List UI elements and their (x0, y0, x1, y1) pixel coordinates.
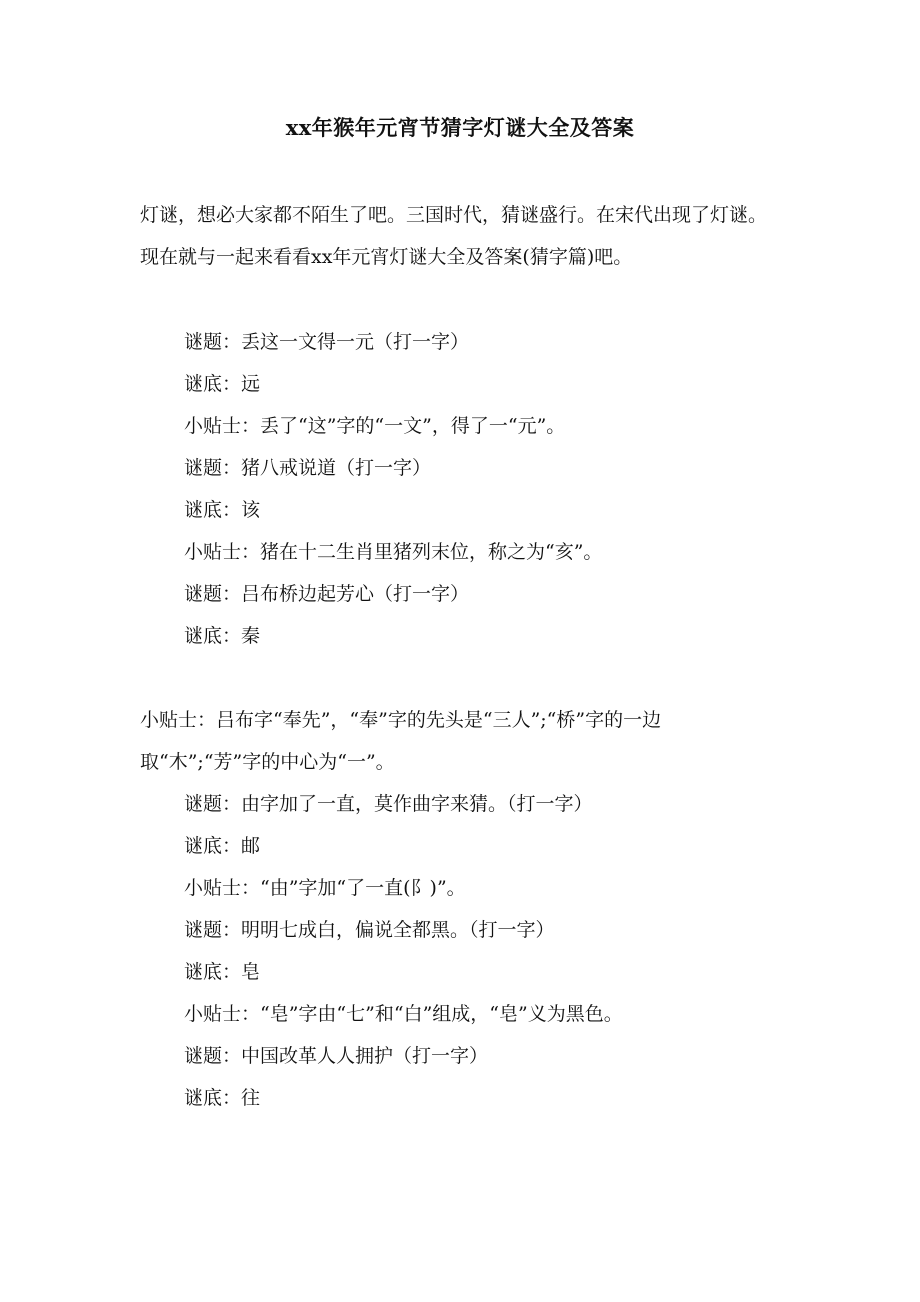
riddle-line: 谜题：中国改革人人拥护（打一字） (184, 1045, 489, 1067)
answer-line: 谜底：邮 (184, 835, 261, 857)
intro-paragraph: 灯谜，想必大家都不陌生了吧。三国时代，猜谜盛行。在宋代出现了灯谜。现在就与一起来看看xx年元宵灯谜大全及答案(猜字篇)吧。 (140, 204, 768, 268)
tip-line: 小贴士：“由”字加“了一直(阝)”。 (184, 877, 466, 899)
answer-line: 谜底：该 (184, 499, 261, 521)
riddle-line: 谜题：明明七成白，偏说全都黑。（打一字） (184, 919, 555, 941)
riddle-line: 谜题：由字加了一直，莫作曲字来猜。（打一字） (184, 793, 593, 815)
riddle-list-a (184, 321, 784, 657)
riddle-list-b (184, 783, 784, 1119)
riddle-line: 谜题：猪八戒说道（打一字） (184, 457, 432, 479)
answer-line: 谜底：往 (184, 1087, 261, 1109)
document-title: xx年猴年元宵节猜字灯谜大全及答案 (285, 115, 635, 140)
answer-line: 谜底：远 (184, 373, 261, 395)
tip-line: 小贴士：“皂”字由“七”和“白”组成，“皂”义为黑色。 (184, 1003, 623, 1025)
answer-line: 谜底：皂 (184, 961, 261, 983)
tip-line: 小贴士：猪在十二生肖里猪列末位，称之为“亥”。 (184, 541, 603, 563)
tip-line: 小贴士：丢了“这”字的“一文”，得了一“元”。 (184, 415, 566, 437)
answer-line: 谜底：秦 (184, 625, 261, 647)
tip-paragraph: 小贴士：吕布字“奉先”，“奉”字的先头是“三人”;“桥”字的一边取“木”;“芳”字的中心为“一”。 (140, 709, 662, 773)
riddle-line: 谜题：丢这一文得一元（打一字） (184, 331, 470, 353)
riddle-line: 谜题：吕布桥边起芳心（打一字） (184, 583, 470, 605)
